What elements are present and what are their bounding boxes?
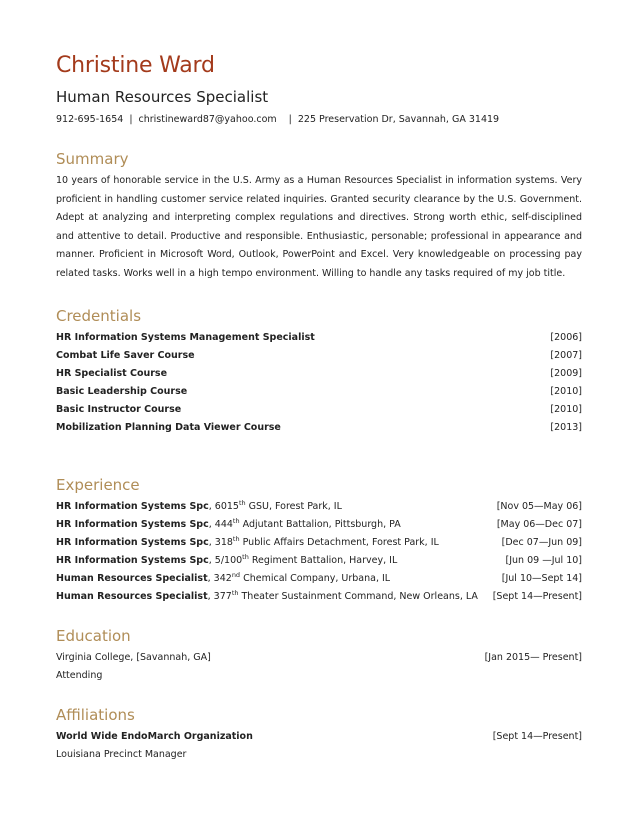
summary-heading: Summary: [56, 150, 129, 168]
experience-date: [May 06—Dec 07]: [496, 518, 582, 530]
experience-date: [Jun 09 —Jul 10]: [505, 554, 582, 566]
credential-date: [2007]: [550, 349, 582, 361]
experience-row: [56, 498, 582, 516]
unit-prefix: , 5/100: [208, 554, 243, 566]
contact-line: [56, 113, 582, 127]
experience-role: HR Information Systems Spc: [56, 518, 209, 530]
unit-place: Adjutant Battalion, Pittsburgh, PA: [239, 518, 401, 530]
experience-list: [56, 498, 582, 606]
credential-name: Basic Instructor Course: [56, 403, 182, 415]
credential-name: HR Information Systems Management Specialist: [56, 331, 315, 343]
unit-place: Chemical Company, Urbana, IL: [240, 572, 391, 584]
unit-prefix: , 377: [207, 590, 232, 602]
unit-prefix: , 444: [208, 518, 233, 530]
affiliations-block: [56, 728, 582, 764]
credential-row: [56, 365, 582, 383]
phone: 912-695-1654: [56, 114, 124, 125]
experience-date: [Jul 10—Sept 14]: [501, 572, 582, 584]
experience-date: [Nov 05—May 06]: [496, 500, 582, 512]
ordinal-suffix: th: [238, 498, 246, 507]
ordinal-suffix: nd: [231, 570, 241, 579]
affiliation-row: [56, 728, 582, 746]
experience-entry: [56, 516, 401, 534]
experience-role: HR Information Systems Spc: [56, 500, 209, 512]
experience-role: HR Information Systems Spc: [56, 554, 209, 566]
ordinal-suffix: th: [232, 516, 240, 525]
ordinal-suffix: th: [232, 534, 240, 543]
credential-date: [2010]: [550, 403, 582, 415]
affiliation-org: World Wide EndoMarch Organization: [56, 730, 253, 742]
experience-row: [56, 588, 582, 606]
experience-date: [Dec 07—Jun 09]: [501, 536, 582, 548]
affiliation-role: Louisiana Precinct Manager: [56, 748, 187, 760]
ordinal-suffix: th: [231, 588, 239, 597]
credential-name: Mobilization Planning Data Viewer Course: [56, 421, 281, 433]
experience-heading: Experience: [56, 475, 140, 494]
credential-row: [56, 401, 582, 419]
affiliation-date: [Sept 14—Present]: [492, 730, 582, 742]
unit-prefix: , 318: [208, 536, 233, 548]
credential-date: [2010]: [550, 385, 582, 397]
credential-row: [56, 419, 582, 437]
education-heading: Education: [56, 626, 131, 645]
separator: |: [129, 114, 133, 125]
experience-date: [Sept 14—Present]: [492, 590, 582, 602]
credential-name: Basic Leadership Course: [56, 385, 188, 397]
experience-role: Human Resources Specialist: [56, 572, 208, 584]
school: Virginia College, [Savannah, GA]: [56, 651, 211, 663]
experience-row: [56, 534, 582, 552]
separator: |: [288, 114, 292, 125]
unit-prefix: , 342: [207, 572, 232, 584]
credentials-list: [56, 329, 582, 437]
unit-place: GSU, Forest Park, IL: [245, 500, 342, 512]
affiliations-heading: Affiliations: [56, 705, 135, 724]
credential-name: Combat Life Saver Course: [56, 349, 195, 361]
experience-entry: [56, 498, 342, 516]
credential-date: [2013]: [550, 421, 582, 433]
experience-role: Human Resources Specialist: [56, 590, 208, 602]
address: 225 Preservation Dr, Savannah, GA 31419: [297, 114, 500, 125]
experience-row: [56, 516, 582, 534]
education-block: [56, 649, 582, 685]
credential-date: [2009]: [550, 367, 582, 379]
summary-text: 10 years of honorable service in the U.S. Army as a Human Resources Specialist in information systems. Very proficient in handling customer service related inquiries. Granted security clearance by the U.S. Government. Adept at analyzing and interpreting complex regulations and directives. Strong worth ethic, self-disciplined and attentive to detail. Productive and responsible. Enthusiastic, personable; professional in appearance and manner. Proficient in Microsoft Word, Outlook, PowerPoint and Excel. Very knowledgeable on processing pay related tasks. Works well in a high tempo environment. Willing to handle any tasks required of my job title.: [56, 175, 582, 279]
ordinal-suffix: th: [242, 552, 249, 561]
experience-role: HR Information Systems Spc: [56, 536, 209, 548]
unit-place: Theater Sustainment Command, New Orleans, LA: [238, 590, 478, 602]
email: christineward87@yahoo.com: [138, 114, 277, 125]
credential-row: [56, 329, 582, 347]
experience-row: [56, 552, 582, 570]
education-row: [56, 649, 582, 667]
credential-row: [56, 347, 582, 365]
job-title: Human Resources Specialist: [56, 88, 269, 106]
candidate-name: Christine Ward: [56, 53, 215, 78]
education-date: [Jan 2015— Present]: [484, 651, 582, 663]
education-status: Attending: [56, 669, 103, 681]
credential-row: [56, 383, 582, 401]
experience-entry: [56, 534, 439, 552]
credentials-heading: Credentials: [56, 306, 142, 325]
experience-entry: [56, 552, 397, 570]
unit-place: Public Affairs Detachment, Forest Park, IL: [239, 536, 439, 548]
resume-page: [56, 52, 582, 764]
unit-prefix: , 6015: [208, 500, 239, 512]
experience-entry: [56, 588, 478, 606]
experience-entry: [56, 570, 390, 588]
credential-date: [2006]: [550, 331, 582, 343]
experience-row: [56, 570, 582, 588]
credential-name: HR Specialist Course: [56, 367, 168, 379]
unit-place: Regiment Battalion, Harvey, IL: [248, 554, 398, 566]
